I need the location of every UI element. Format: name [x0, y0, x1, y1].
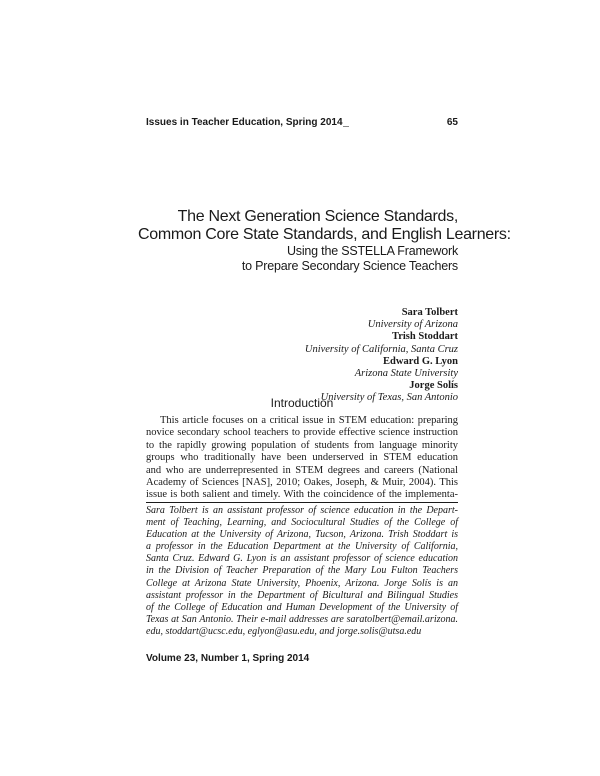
article-subtitle-line-1: Using the SSTELLA Framework	[286, 244, 458, 258]
author-affiliation: University of California, Santa Cruz	[304, 343, 458, 355]
section-heading: Introduction	[270, 396, 334, 410]
footnote-line: Sara Tolbert is an assistant professor of science education in the Depart-	[146, 505, 458, 516]
author-name: Sara Tolbert	[401, 307, 458, 318]
article-subtitle-line-2: to Prepare Secondary Science Teachers	[241, 259, 458, 273]
body-line: novice secondary school teachers to provide effective science instruction	[146, 427, 458, 439]
header-mark	[343, 126, 349, 127]
footnote-line: ment of Teaching, Learning, and Sociocultural Studies of the College of	[146, 517, 458, 529]
footnote-divider	[146, 502, 458, 503]
body-line: to the rapidly growing population of students from language minority	[146, 439, 458, 451]
author-footnote	[146, 505, 458, 638]
body-line: Academy of Sciences [NAS], 2010; Oakes, Joseph, & Muir, 2004). This	[146, 477, 458, 489]
article-title-block	[138, 208, 511, 274]
footnote-line: Texas at San Antonio. Their e-mail addresses are saratolbert@email.arizona.	[146, 613, 458, 625]
footnote-line: Education at the University of Arizona, Tucson, Arizona. Trish Stoddart is	[146, 529, 458, 541]
journal-title: Issues in Teacher Education, Spring 2014	[146, 117, 343, 128]
author-affiliation: University of Texas, San Antonio	[320, 392, 458, 404]
author-name: Trish Stoddart	[391, 331, 458, 343]
footnote-line: assistant professor in the Department of Bicultural and Bilingual Studies	[146, 589, 458, 601]
article-title-line-1: The Next Generation Science Standards,	[177, 208, 458, 225]
footnote-line: of the College of Education and Human Development of the University of	[146, 601, 458, 613]
footnote-line: in the Division of Teacher Preparation of the Mary Lou Fulton Teachers	[146, 565, 458, 577]
author-list	[158, 307, 458, 405]
footnote-line: College at Arizona State University, Phoenix, Arizona. Jorge Solís is an	[146, 577, 458, 589]
issue-footer: Volume 23, Number 1, Spring 2014	[146, 653, 310, 664]
body-line: issue is both salient and timely. With the coincidence of the implementa-	[146, 489, 458, 501]
author-name: Edward G. Lyon	[383, 355, 458, 367]
footnote-line: Santa Cruz. Edward G. Lyon is an assistant professor of science education	[146, 553, 458, 565]
page-number: 65	[446, 117, 458, 128]
footnote-line: a professor in the Education Department at the University of California,	[146, 541, 458, 553]
author-affiliation: Arizona State University	[354, 368, 458, 380]
body-line: and who are underrepresented in STEM degrees and careers (National	[146, 464, 458, 476]
body-line: This article focuses on a critical issue in STEM education: preparing	[160, 415, 458, 426]
running-head	[146, 117, 458, 131]
body-paragraph	[146, 415, 458, 502]
footnote-line: edu, stoddart@ucsc.edu, eglyon@asu.edu, and jorge.solis@utsa.edu	[146, 625, 422, 637]
article-title-line-2: Common Core State Standards, and English Learners:	[138, 226, 511, 243]
author-name: Jorge Solís	[409, 380, 458, 392]
author-affiliation: University of Arizona	[367, 319, 458, 331]
body-line: groups who traditionally have been underserved in STEM education	[146, 452, 458, 464]
